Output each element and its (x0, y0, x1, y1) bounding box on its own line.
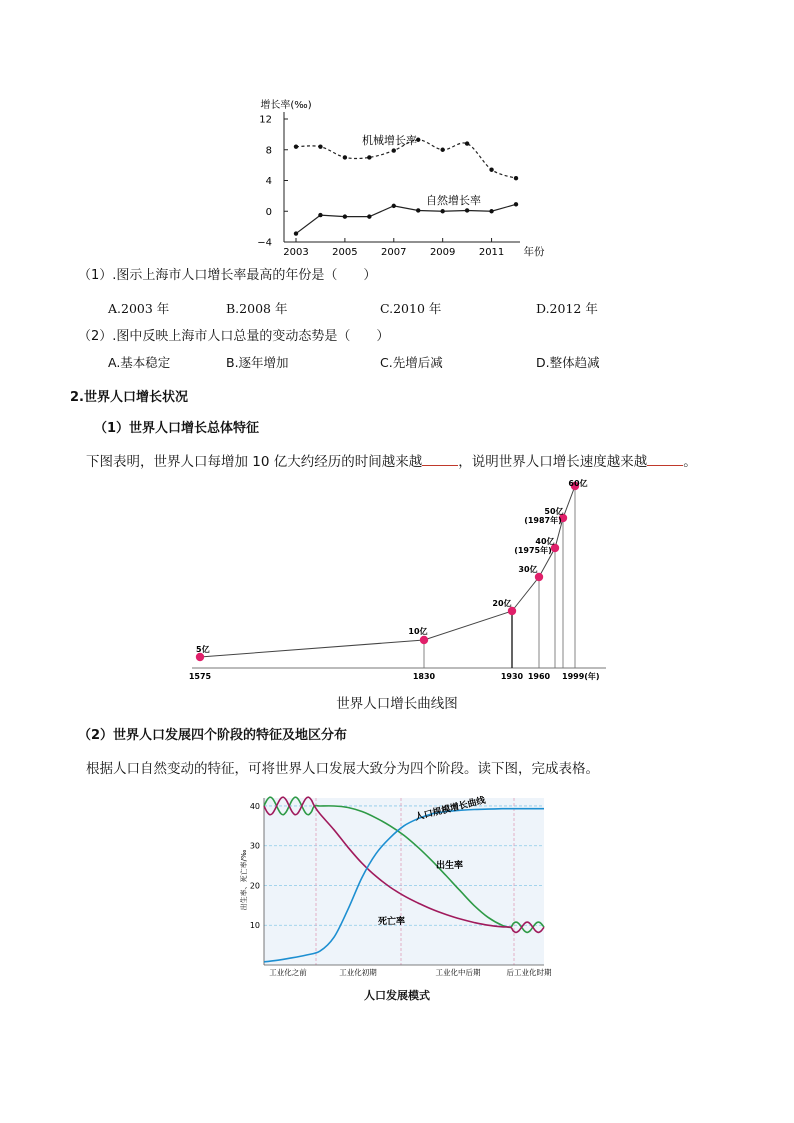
paragraph-2: 根据人口自然变动的特征，可将世界人口发展大致分为四个阶段。读下图，完成表格。 (86, 761, 599, 777)
x-tick-label: 1960 (527, 672, 551, 681)
subheading-1: （1）世界人口增长总体特征 (94, 421, 260, 436)
point-label: 50亿 (544, 507, 564, 516)
q2-option-d: D.整体趋减 (536, 355, 600, 370)
data-point (196, 653, 204, 661)
series-label-natural: 自然增长率 (426, 194, 481, 207)
x-tick-label: 2011 (478, 247, 505, 258)
y-tick-label: −4 (257, 237, 272, 249)
q2-option-a: A.基本稳定 (108, 355, 171, 370)
y-axis-title: 增长率(‰) (260, 100, 312, 111)
data-point (318, 213, 322, 217)
data-point (535, 573, 543, 581)
point-label: 60亿 (568, 479, 588, 488)
series-line-1 (296, 204, 516, 233)
y-tick-label: 40 (249, 801, 260, 811)
paragraph-1-part-c: 。 (683, 454, 697, 470)
x-tick-label: 2005 (332, 247, 358, 258)
x-tick-label: 1575 (188, 672, 212, 681)
plot-background (264, 798, 544, 965)
question-2-stem: （2）.图中反映上海市人口总量的变动态势是（ ） (78, 329, 390, 344)
data-point (392, 148, 396, 152)
q1-option-c: C.2010 年 (380, 301, 442, 316)
stage-label: 后工业化时期 (506, 968, 552, 977)
subheading-2: （2）世界人口发展四个阶段的特征及地区分布 (78, 728, 348, 743)
data-point (294, 144, 298, 148)
data-point (465, 141, 469, 145)
data-point (294, 231, 298, 235)
stage-label: 工业化之前 (269, 968, 307, 977)
shanghai-growth-chart (238, 96, 558, 260)
data-point (440, 209, 444, 213)
y-axis-title: 出生率、死亡率/‰ (240, 849, 248, 911)
population-model-chart (236, 790, 566, 980)
label-death-rate: 死亡率 (378, 917, 406, 927)
data-point (343, 155, 347, 159)
data-point (489, 209, 493, 213)
stage-label: 工业化初期 (339, 968, 377, 977)
stage-label: 工业化中后期 (435, 968, 481, 977)
data-point (367, 214, 371, 218)
data-point (416, 208, 420, 212)
caption-population-model: 人口发展模式 (364, 989, 430, 1002)
data-point (514, 176, 518, 180)
paragraph-1-part-a: 下图表明，世界人口每增加 10 亿大约经历的时间越来越 (86, 454, 423, 470)
data-point (367, 155, 371, 159)
answer-blank-1[interactable] (422, 453, 458, 466)
y-tick-label: 0 (265, 206, 272, 218)
label-population-curve: 人口规模增长曲线 (414, 795, 487, 823)
q1-option-d: D.2012 年 (536, 301, 598, 316)
data-point (489, 168, 493, 172)
point-label: 30亿 (518, 565, 538, 574)
x-tick-label: 1999(年) (562, 672, 600, 681)
question-1-stem: （1）.图示上海市人口增长率最高的年份是（ ） (78, 268, 377, 283)
y-tick-label: 20 (249, 881, 260, 891)
caption-world-population: 世界人口增长曲线图 (336, 696, 458, 712)
series-label-mechanical: 机械增长率 (362, 134, 417, 147)
label-birth-rate: 出生率 (436, 861, 464, 871)
year-label-1987: (1987年) (524, 516, 562, 525)
q1-option-a: A.2003 年 (108, 301, 170, 316)
data-point (343, 214, 347, 218)
section-heading: 2.世界人口增长状况 (70, 390, 188, 405)
x-tick-label: 1830 (412, 672, 436, 681)
q1-option-b: B.2008 年 (226, 301, 288, 316)
data-point (514, 202, 518, 206)
x-tick-label: 2003 (283, 247, 309, 258)
data-point (392, 204, 396, 208)
point-label: 5亿 (196, 645, 210, 654)
paragraph-1 (86, 450, 697, 470)
point-label: 20亿 (492, 599, 512, 608)
data-point (318, 144, 322, 148)
y-tick-label: 12 (259, 114, 272, 126)
data-point (440, 148, 444, 152)
data-point (420, 636, 428, 644)
data-point (465, 208, 469, 212)
x-tick-label: 1930 (500, 672, 524, 681)
q2-option-b: B.逐年增加 (226, 355, 289, 370)
y-tick-label: 8 (265, 145, 272, 157)
y-tick-label: 10 (249, 921, 260, 931)
q2-option-c: C.先增后减 (380, 355, 443, 370)
x-axis-title: 年份 (523, 246, 545, 258)
x-tick-label: 2007 (381, 247, 407, 258)
paragraph-1-part-b: ，说明世界人口增长速度越来越 (458, 454, 648, 470)
world-population-chart (186, 476, 626, 686)
y-tick-label: 4 (265, 176, 272, 187)
point-label: 10亿 (408, 627, 428, 636)
x-tick-label: 2009 (429, 247, 456, 258)
answer-blank-2[interactable] (647, 453, 683, 466)
data-point (508, 607, 516, 615)
year-label-1975: (1975年) (514, 546, 552, 555)
y-tick-label: 30 (249, 841, 260, 851)
point-label: 40亿 (535, 537, 555, 546)
